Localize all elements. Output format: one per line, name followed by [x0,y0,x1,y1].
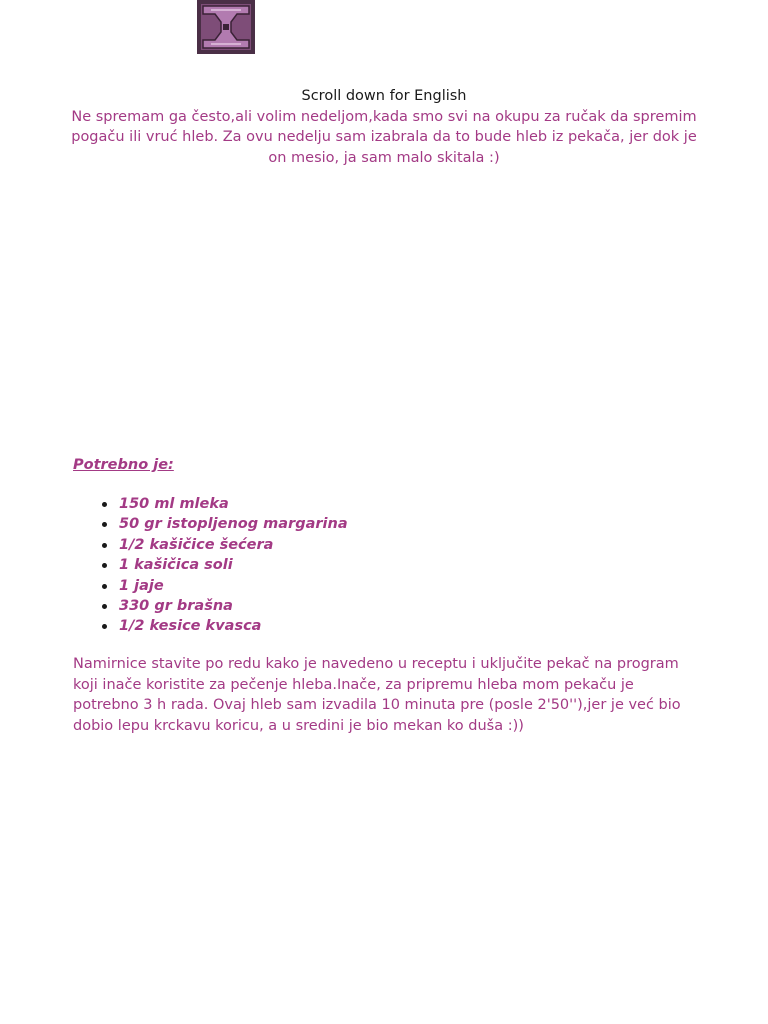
intro-line-1: Ne spremam ga često,ali volim nedeljom,kada smo svi na okupu za ručak da spremim [71,108,697,125]
ornament-logo-graphic [197,0,255,54]
ingredient-item: 50 gr istopljenog margarina [119,514,348,534]
ornament-logo-icon [197,0,255,54]
ingredient-item: 150 ml mleka [119,494,348,514]
scroll-note: Scroll down for English [301,88,467,104]
ingredient-item: 1/2 kesice kvasca [119,616,348,636]
ingredient-item: 1 jaje [119,576,348,596]
instructions-paragraph [73,654,685,736]
intro-line-2: pogaču ili vruć hleb. Za ovu nedelju sam izabrala da to bude hleb iz pekača, jer dok je [71,129,697,145]
ingredients-heading: Potrebno je: [73,457,174,473]
instructions-line-1: Namirnice stavite po redu kako je navedeno u receptu i uključite pekač na program [73,656,679,672]
instructions-line-3: potrebno 3 h rada. Ovaj hleb sam izvadila 10 minuta pre (posle 2'50''),jer je već bio [73,697,681,713]
ingredient-item: 1 kašičica soli [119,555,348,575]
ingredient-item: 330 gr brašna [119,596,348,616]
instructions-line-2: koji inače koristite za pečenje hleba.Inače, za pripremu hleba mom pekaču je [73,676,634,693]
intro-line-3: on mesio, ja sam malo skitala :) [268,149,500,166]
ingredients-list [73,494,348,637]
instructions-line-4: dobio lepu krckavu koricu, a u sredini je bio mekan ko duša :)) [73,717,524,734]
ingredient-item: 1/2 kašičice šećera [119,535,348,555]
intro-section [60,86,708,168]
